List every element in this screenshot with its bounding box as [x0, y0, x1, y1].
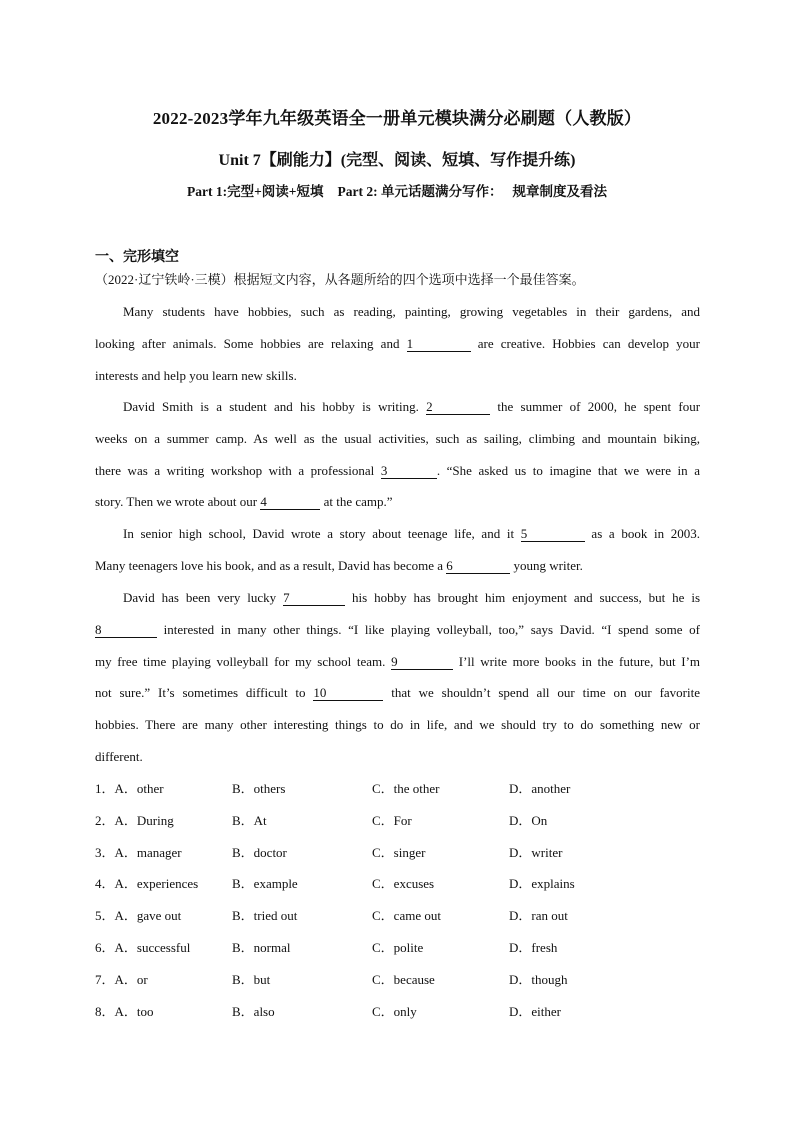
option-b: B．At	[232, 812, 267, 828]
passage-line: different.	[95, 748, 143, 764]
option-a: 1．A．other	[95, 781, 164, 796]
paragraph-3	[95, 518, 700, 582]
option-b: B．tried out	[232, 908, 298, 924]
passage-line: hobbies. There are many other interesting things to do in life, and we should try to do something new or	[95, 717, 700, 733]
option-row	[95, 905, 705, 937]
option-b: B．but	[232, 971, 271, 987]
passage-line: David Smith is a student and his hobby is writing. 2 the summer of 2000, he spent four	[123, 399, 701, 414]
option-b: B．others	[232, 781, 286, 796]
passage-line: weeks on a summer camp. As well as the usual activities, such as sailing, climbing and mountain biking,	[95, 430, 700, 446]
option-c: C．For	[372, 812, 412, 828]
option-c: C．singer	[372, 844, 426, 860]
option-c: C．polite	[372, 939, 424, 955]
blank-5: 5	[521, 526, 585, 542]
option-a: 8．A．too	[95, 1003, 154, 1019]
blank-2: 2	[426, 399, 490, 415]
option-row	[95, 810, 705, 842]
option-b: B．normal	[232, 939, 291, 955]
option-c: C．only	[372, 1003, 417, 1019]
option-d: D．writer	[509, 844, 563, 860]
option-row	[95, 937, 705, 969]
option-a: 7．A．or	[95, 971, 148, 987]
option-d: D．another	[509, 781, 571, 796]
option-c: C．excuses	[372, 876, 435, 892]
option-c: C．the other	[372, 781, 440, 796]
option-b: B．example	[232, 876, 298, 892]
passage-line: 8 interested in many other things. “I like playing volleyball, too,” says David. “I spend some of	[95, 621, 700, 637]
parts-line	[0, 180, 794, 200]
passage-line: there was a writing workshop with a professional 3 . “She asked us to imagine that we were in a	[95, 462, 700, 478]
option-c: C．came out	[372, 908, 441, 924]
paragraph-4	[95, 582, 700, 773]
option-d: D．though	[509, 971, 568, 987]
passage-line: my free time playing volleyball for my school team. 9 I’ll write more books in the future, but I’m	[95, 653, 701, 669]
passage-line: In senior high school, David wrote a story about teenage life, and it 5 as a book in 2003.	[123, 526, 701, 541]
option-a: 3．A．manager	[95, 844, 182, 860]
option-b: B．also	[232, 1003, 275, 1019]
blank-4: 4	[260, 494, 320, 510]
option-a: 2．A．During	[95, 812, 174, 828]
blank-3: 3	[381, 463, 437, 479]
option-d: D．fresh	[509, 939, 558, 955]
option-d: D．On	[509, 812, 548, 828]
section-heading: 一、完形填空	[95, 250, 179, 265]
passage-line: David has been very lucky 7 his hobby has brought him enjoyment and success, but he is	[123, 590, 701, 605]
option-row	[95, 873, 705, 905]
option-row	[95, 778, 705, 810]
option-b: B．doctor	[232, 844, 287, 860]
option-d: D．explains	[509, 876, 575, 892]
option-d: D．either	[509, 1003, 561, 1019]
option-a: 5．A．gave out	[95, 908, 182, 924]
passage-line: not sure.” It’s sometimes difficult to 10 that we shouldn’t spend all our time on our favorite	[95, 685, 701, 701]
part1-label: Part 1:完型+阅读+短填	[187, 184, 324, 199]
paragraph-1	[95, 296, 700, 391]
option-row	[95, 842, 705, 874]
option-d: D．ran out	[509, 908, 568, 924]
passage-line: looking after animals. Some hobbies are relaxing and 1 are creative. Hobbies can develop your	[95, 335, 701, 351]
part2-label: Part 2: 单元话题满分写作：	[337, 184, 503, 199]
passage-line: interests and help you learn new skills.	[95, 367, 297, 383]
blank-1: 1	[407, 336, 471, 352]
blank-7: 7	[283, 590, 345, 606]
option-row	[95, 1001, 705, 1033]
passage-line: Many teenagers love his book, and as a result, David has become a 6 young writer.	[95, 557, 583, 573]
passage-line: story. Then we wrote about our 4 at the camp.”	[95, 494, 393, 510]
option-c: C．because	[372, 971, 435, 987]
option-row	[95, 969, 705, 1001]
blank-6: 6	[446, 558, 510, 574]
blank-10: 10	[313, 685, 383, 701]
blank-8: 8	[95, 622, 157, 638]
document-title: 2022-2023学年九年级英语全一册单元模块满分必刷题（人教版）	[152, 109, 642, 128]
section-instruction: （2022·辽宁铁岭·三模）根据短文内容，从各题所给的四个选项中选择一个最佳答案。	[95, 272, 585, 287]
options-list	[95, 778, 705, 1032]
unit-subtitle: Unit 7【刷能力】(完型、阅读、短填、写作提升练)	[218, 152, 576, 169]
option-a: 4．A．experiences	[95, 876, 199, 892]
option-a: 6．A．successful	[95, 939, 191, 955]
blank-9: 9	[391, 654, 453, 670]
paragraph-2	[95, 391, 700, 518]
part2-topic: 规章制度及看法	[512, 184, 607, 199]
passage-line: Many students have hobbies, such as reading, painting, growing vegetables in their gardens, and	[123, 304, 700, 319]
